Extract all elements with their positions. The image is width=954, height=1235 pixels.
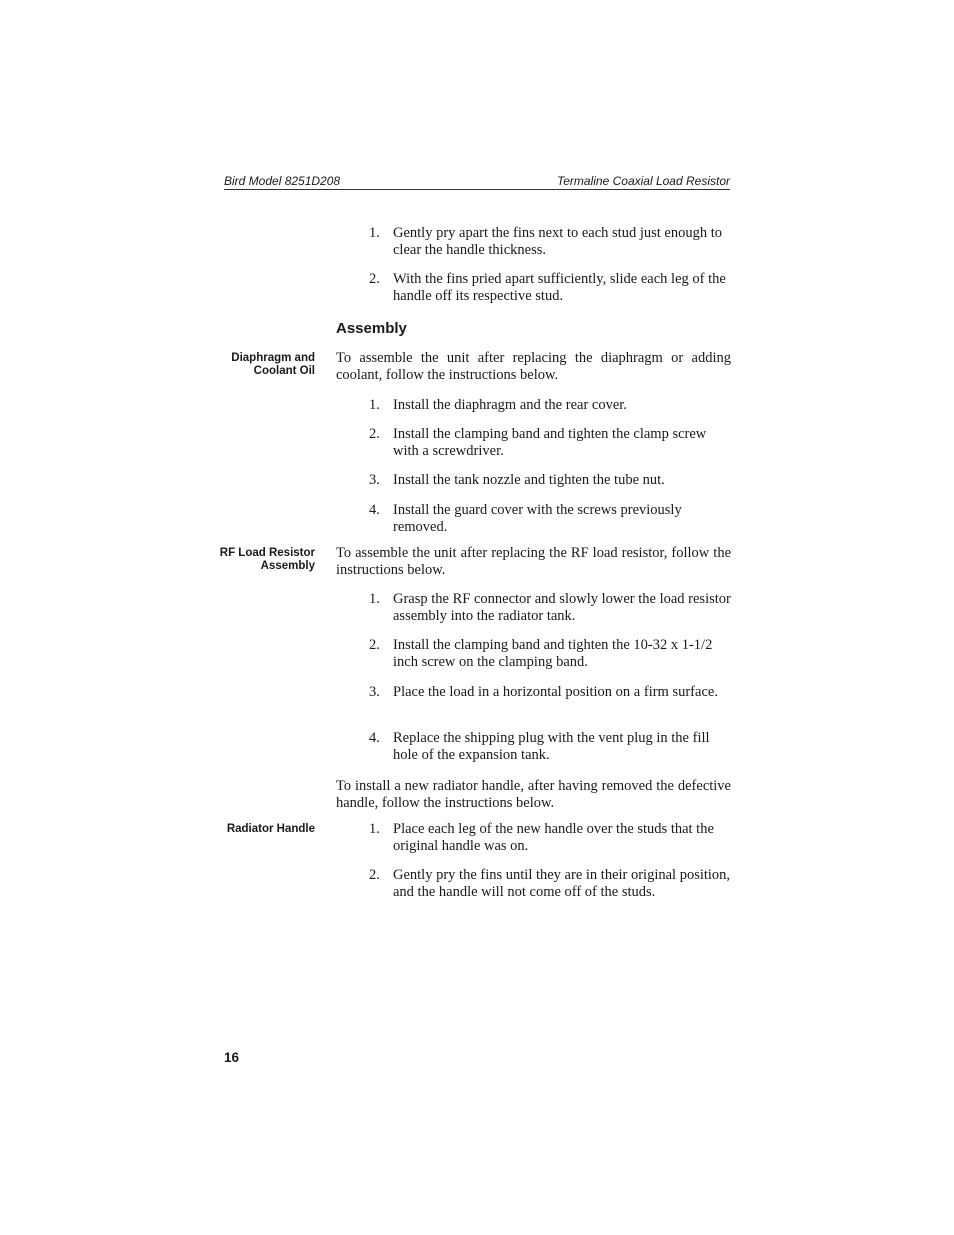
step-text: Install the guard cover with the screws previously removed. xyxy=(393,502,682,535)
step-text: Gently pry apart the fins next to each stud just enough to clear the handle thickness. xyxy=(393,225,722,258)
step-text: With the fins pried apart sufficiently, slide each leg of the handle off its respective stud. xyxy=(393,271,726,304)
header-rule xyxy=(224,189,730,190)
page-number: 16 xyxy=(224,1050,240,1065)
list-item xyxy=(369,867,731,901)
list-item xyxy=(369,271,731,305)
step-text: Install the diaphragm and the rear cover. xyxy=(393,397,627,413)
step-number: 3. xyxy=(369,684,380,700)
step-number: 1. xyxy=(369,397,380,413)
list-item xyxy=(369,821,731,855)
step-text: Install the clamping band and tighten the clamp screw with a screwdriver. xyxy=(393,426,707,459)
list-item xyxy=(369,426,731,460)
step-number: 2. xyxy=(369,426,380,442)
list-item xyxy=(369,591,731,625)
step-number: 2. xyxy=(369,637,380,653)
list-item xyxy=(369,730,731,764)
step-text: Install the tank nozzle and tighten the tube nut. xyxy=(393,472,665,488)
step-number: 2. xyxy=(369,271,380,287)
list-item xyxy=(369,637,731,671)
step-number: 1. xyxy=(369,821,380,837)
running-header-right: Termaline Coaxial Load Resistor xyxy=(557,174,730,188)
list-item xyxy=(369,472,731,489)
step-number: 4. xyxy=(369,502,380,518)
step-text: Replace the shipping plug with the vent plug in the fill hole of the expansion tank. xyxy=(393,730,710,763)
list-item xyxy=(369,397,731,414)
running-header-left: Bird Model 8251D208 xyxy=(224,174,341,188)
radiator-intro: To install a new radiator handle, after having removed the defective handle, follow the instructions below. xyxy=(336,778,731,811)
side-label-rf-load: RF Load Resistor Assembly xyxy=(219,547,315,572)
step-text: Place the load in a horizontal position on a firm surface. xyxy=(393,684,718,700)
list-item xyxy=(369,225,731,259)
step-text: Gently pry the fins until they are in their original position, and the handle will not come off of the studs. xyxy=(393,867,731,900)
rf-load-intro: To assemble the unit after replacing the RF load resistor, follow the instructions below. xyxy=(336,545,731,578)
section-heading: Assembly xyxy=(336,320,407,337)
side-label-radiator: Radiator Handle xyxy=(226,823,315,835)
list-item xyxy=(369,684,731,701)
step-text: Place each leg of the new handle over the studs that the original handle was on. xyxy=(393,821,714,854)
step-number: 1. xyxy=(369,225,380,241)
side-label-diaphragm: Diaphragm and Coolant Oil xyxy=(231,352,315,377)
step-number: 3. xyxy=(369,472,380,488)
step-text: Grasp the RF connector and slowly lower the load resistor assembly into the radiator tank. xyxy=(393,591,731,624)
diaphragm-intro: To assemble the unit after replacing the diaphragm or adding coolant, follow the instructions below. xyxy=(336,350,731,383)
step-number: 2. xyxy=(369,867,380,883)
list-item xyxy=(369,502,731,536)
step-number: 4. xyxy=(369,730,380,746)
step-text: Install the clamping band and tighten the 10-32 x 1-1/2 inch screw on the clamping band. xyxy=(393,637,713,670)
step-number: 1. xyxy=(369,591,380,607)
